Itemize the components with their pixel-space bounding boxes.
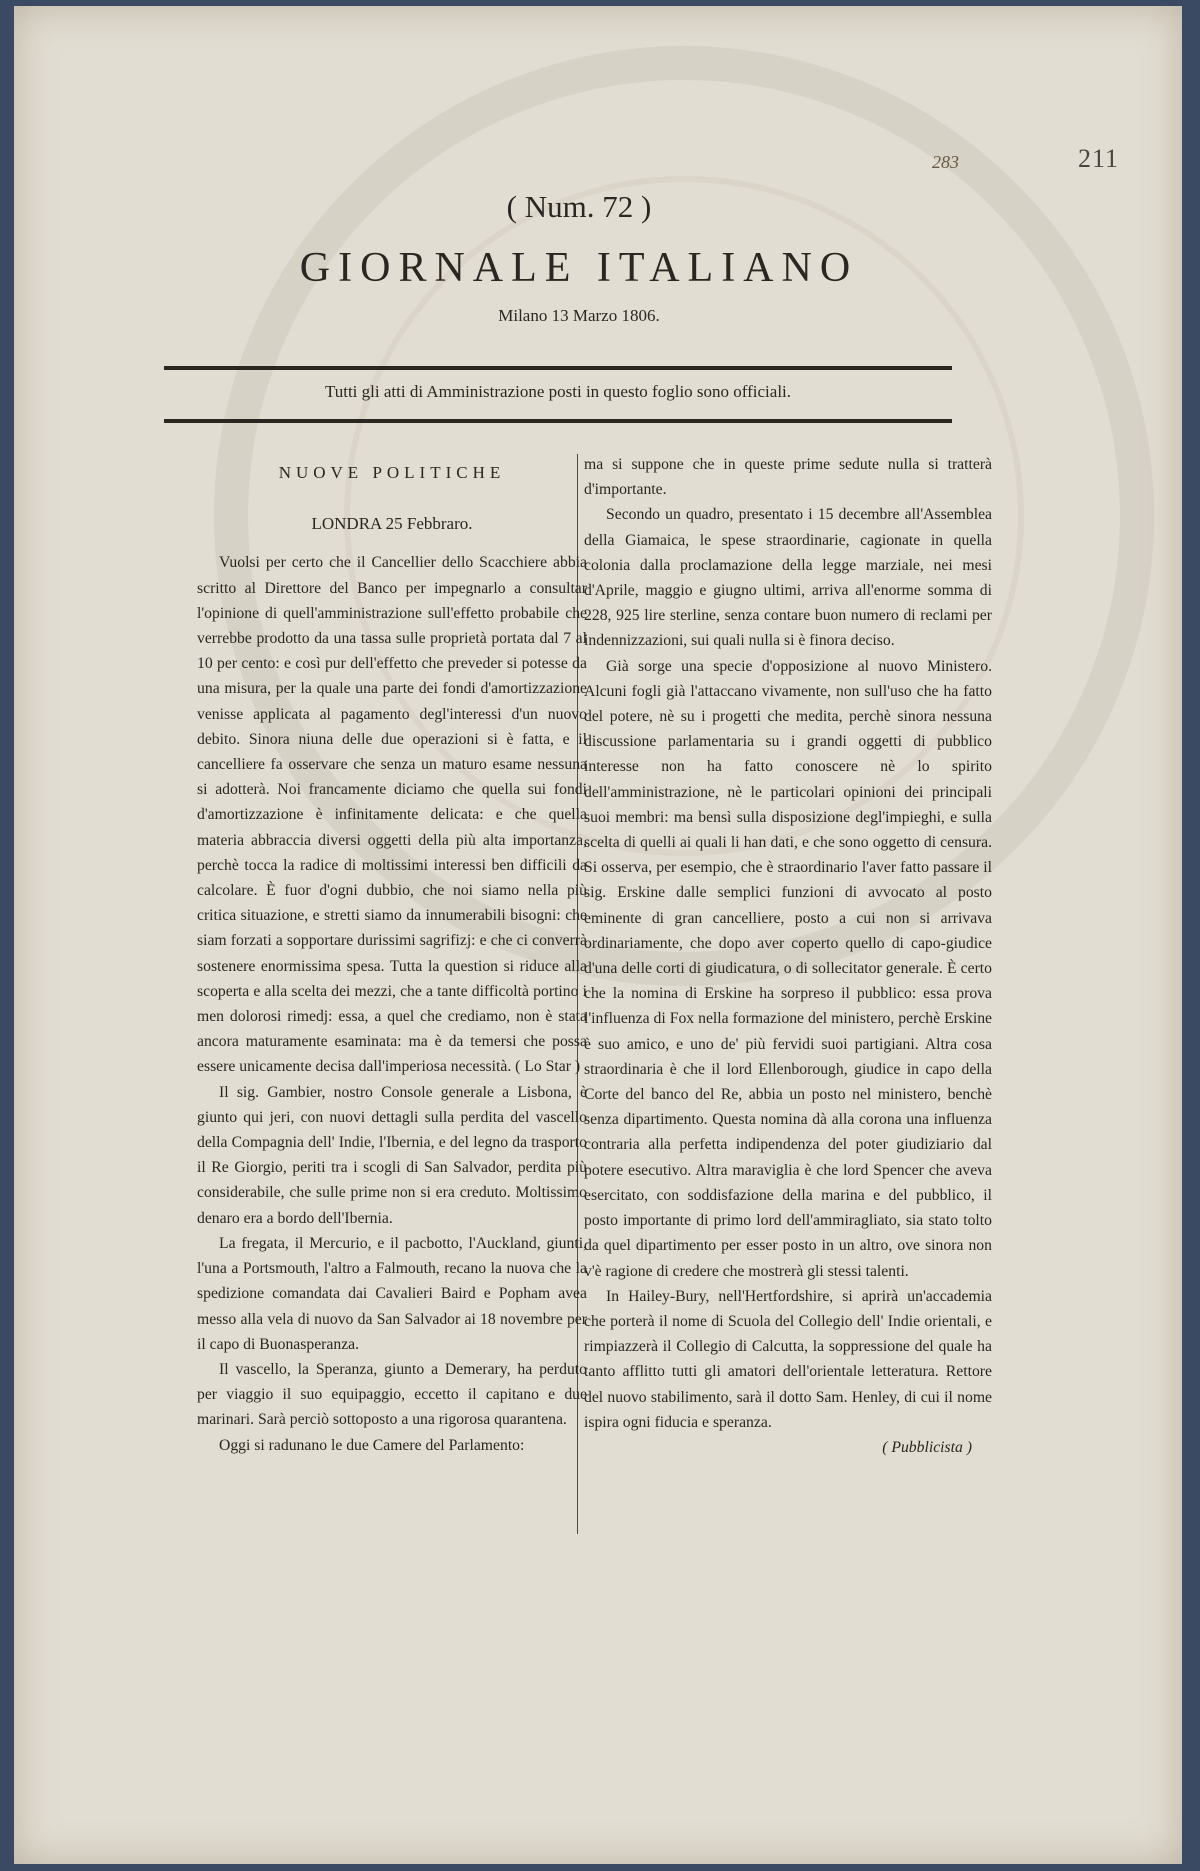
official-notice: Tutti gli atti di Amministrazione posti in questo foglio sono officiali. xyxy=(324,382,792,401)
handwritten-page-mark: 283 xyxy=(932,152,959,172)
paragraph: Già sorge una specie d'opposizione al nuovo Ministero. Alcuni fogli già l'attaccano vivamente, non sull'uso che ha fatto del potere, nè su i progetti che medita, perchè sinora nessuna discussione parlamentaria su i grandi oggetti di pubblico interesse non ha fatto conoscere nè lo spirito dell'amministrazione, nè le particolari opinioni dei principali suoi membri: ma bensì sulla disposizione degl'impieghi, e sulla scelta di quelli ai quali li han dati, e che sono oggetto di censura. Si osserva, per esempio, che è straordinario l'aver fatto passare il sig. Erskine dalle semplici funzioni di avvocato al posto eminente di gran cancelliere, posto a cui non si arrivava ordinariamente, che dopo aver coperto quello di capo-giudice d'una delle corti di giudicatura, o di sollecitator generale. È certo che la nomina di Erskine ha sorpreso il pubblico: essa prova l'influenza di Fox nella formazione del ministero, perchè Erskine è suo amico, e uno de' più fervidi suoi partigiani. Altra cosa straordinaria è che il lord Ellenborough, giudice in capo della Corte del banco del Re, abbia un posto nel ministero, benchè senza dipartimento. Questa nomina dà alla corona una influenza contraria alla perfetta indipendenza del poter giudiziario dal potere esecutivo. Altra maraviglia è che lord Spencer che aveva esercitato, con soddisfazione della marina e del pubblico, il posto importante di primo lord dell'ammiragliato, sia stato tolto da quel dipartimento per esser posto in un altro, ove sinora non v'è ragione di credere che mostrerà gli stessi talenti. xyxy=(584,657,992,1280)
newspaper-title: GIORNALE ITALIANO xyxy=(299,245,859,291)
page-number: 211 xyxy=(1078,144,1120,173)
paragraph: Vuolsi per certo che il Cancellier dello Scacchiere abbia scritto al Direttore del Banco per impegnarlo a consultar l'opinione di quell'amministrazione sull'effetto probabile che verrebbe prodotto da una tassa sulle proprietà portata dal 7 al 10 per cento: e così pur dell'effetto che preveder si potesse da una misura, per la quale una parte dei fondi d'amortizzazione venisse applicata al pagamento degl'interessi d'un nuovo debito. Sinora niuna delle due operazioni si è fatta, e il cancelliere fa osservare che senza un maturo esame nessuna si adotterà. Noi francamente diciamo che quella sui fondi d'amortizzazione è infinitamente delicata: e che quella materia abbraccia diversi oggetti della più alta importanza, perchè tocca la radice di moltissimi interessi ben difficili da calcolare. È fuor d'ogni dubbio, che noi siamo nella più critica situazione, e stretti siamo da innumerabili bisogni: che siam forzati a sopportare durissimi sagrifizj: e che ci converrà sostenere enormissima spesa. Tutta la question si riduce alla scoperta e alla scelta dei mezzi, che a tante difficoltà portino i men dolorosi rimedj: essa, a quel che crediamo, non è stata ancora maturamente esaminata: ma è da temersi che possa essere unicamente decisa dall'imperiosa necessità. ( Lo Star ) xyxy=(197,554,587,1076)
paragraph: In Hailey-Bury, nell'Hertfordshire, si aprirà un'accademia che porterà il nome di Scuola del Collegio dell' Indie orientali, e rimpiazzerà il Collegio di Calcutta, la soppressione del quale ha tanto afflitto tutti gli amatori dell'orientale letteratura. Rettore del nuovo stabilimento, sarà il dotto Sam. Henley, di cui il nome ispira ogni fiducia e speranza. xyxy=(584,1287,992,1431)
paragraph: Secondo un quadro, presentato i 15 decembre all'Assemblea della Giamaica, le spese straordinarie, cagionate in quella colonia dalla proclamazione della legge marziale, nei mesi d'Aprile, maggio e giugno ultimi, arriva all'enorme somma di 228, 925 lire sterline, senza contare buon numero di reclami per indennizzazioni, sui quali nulla si è finora deciso. xyxy=(584,506,992,650)
place-dateline: LONDRA 25 Febbraro. xyxy=(311,514,473,534)
paragraph: Il sig. Gambier, nostro Console generale a Lisbona, è giunto qui jeri, con nuovi dettagli sulla perdita del vascello della Compagnia dell' Indie, l'Ibernia, e del legno da trasporto il Re Giorgio, periti tra i scogli di San Salvador, perdita più considerabile, che sulle prime non si era creduto. Moltissimo denaro era a bordo dell'Ibernia. xyxy=(197,1083,587,1227)
left-column xyxy=(197,452,587,1458)
source-signoff: ( Pubblicista ) xyxy=(882,1438,972,1456)
section-heading: NUOVE POLITICHE xyxy=(278,463,506,482)
right-column xyxy=(584,452,992,1460)
newspaper-page xyxy=(14,6,1182,1864)
paragraph: Il vascello, la Speranza, giunto a Demerary, ha perduto per viaggio il suo equipaggio, eccetto il capitano e due marinari. Sarà perciò sottoposto a una rigorosa quarantena. xyxy=(197,1360,587,1429)
paragraph: La fregata, il Mercurio, e il pacbotto, l'Auckland, giunti, l'una a Portsmouth, l'altro a Falmouth, recano la nuova che la spedizione comandata dai Cavalieri Baird e Popham avea messo alla vela di nuovo da San Salvador ai 18 novembre per il capo di Buonasperanza. xyxy=(197,1234,587,1353)
bottom-rule xyxy=(164,419,952,423)
paragraph: Oggi si radunano le due Camere del Parlamento: xyxy=(219,1436,525,1454)
paragraph: ma si suppone che in queste prime sedute nulla si tratterà d'importante. xyxy=(584,456,992,499)
dateline: Milano 13 Marzo 1806. xyxy=(498,306,660,325)
issue-number: ( Num. 72 ) xyxy=(506,189,652,224)
top-rule xyxy=(164,366,952,370)
